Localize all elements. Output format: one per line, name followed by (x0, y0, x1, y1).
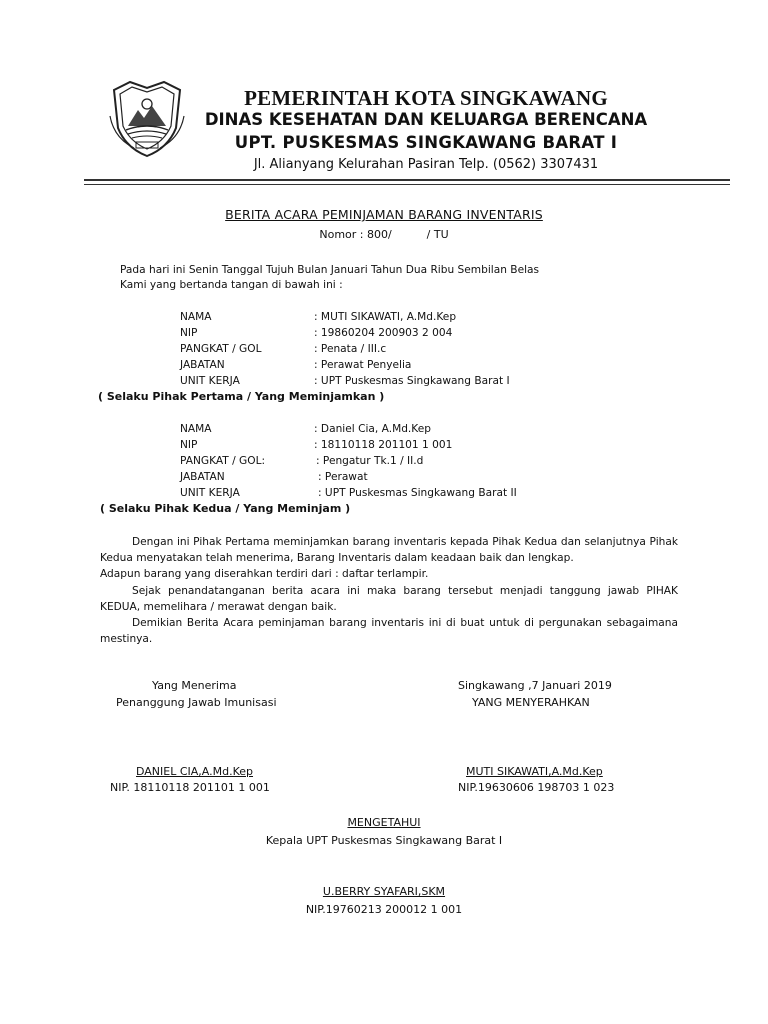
party1-label-nip: NIP (180, 327, 198, 339)
party2-label-unit: UNIT KERJA (180, 487, 240, 499)
letterhead-rule-thick (84, 179, 730, 181)
giver-title: YANG MENYERAHKAN (472, 696, 590, 709)
party1-value-name: : MUTI SIKAWATI, A.Md.Kep (314, 311, 457, 323)
party1-role: ( Selaku Pihak Pertama / Yang Meminjamkan ) (98, 390, 385, 403)
party1-label-unit: UNIT KERJA (180, 375, 240, 387)
party2-label-position: JABATAN (180, 471, 225, 483)
intro-line-1: Pada hari ini Senin Tanggal Tujuh Bulan Januari Tahun Dua Ribu Sembilan Belas (120, 264, 540, 276)
paragraph-responsibility: Sejak penandatanganan berita acara ini maka barang tersebut menjadi tanggung jawab PIHAK KEDUA, memelihara / merawat dengan baik. (100, 584, 678, 613)
acknowledge-label: MENGETAHUI (347, 816, 421, 829)
party2-role: ( Selaku Pihak Kedua / Yang Meminjam ) (100, 502, 351, 515)
party1-label-rank: PANGKAT / GOL (180, 343, 262, 355)
paragraph-handover: Dengan ini Pihak Pertama meminjamkan barang inventaris kepada Pihak Kedua dan selanjutnya Pihak Kedua menyatakan telah menerima, Barang Inventaris dalam keadaan baik dan lengkap. (100, 536, 678, 565)
party1-value-rank: : Penata / III.c (314, 343, 387, 355)
party1-label-position: JABATAN (180, 359, 225, 371)
party2-label-rank: PANGKAT / GOL: (180, 455, 266, 467)
paragraph-items: Adapun barang yang diserahkan terdiri dari : daftar terlampir. (100, 568, 429, 581)
letterhead-agency: DINAS KESEHATAN DAN KELUARGA BERENCANA (204, 110, 648, 129)
acknowledge-nip: NIP.19760213 200012 1 001 (305, 903, 463, 916)
party1-value-unit: : UPT Puskesmas Singkawang Barat I (314, 375, 510, 387)
party2-label-nip: NIP (180, 439, 198, 451)
place-date: Singkawang ,7 Januari 2019 (458, 679, 612, 692)
party2-value-unit: : UPT Puskesmas Singkawang Barat II (318, 487, 517, 499)
party2-value-nip: : 18110118 201101 1 001 (314, 439, 453, 451)
letterhead-address: Jl. Alianyang Kelurahan Pasiran Telp. (0562) 3307431 (253, 157, 599, 172)
letterhead-government: PEMERINTAH KOTA SINGKAWANG (244, 86, 608, 110)
party2-label-name: NAMA (180, 423, 212, 435)
party1-label-name: NAMA (180, 311, 212, 323)
document-number: Nomor : 800/ / TU (319, 228, 449, 241)
receiver-title: Yang Menerima (152, 679, 237, 692)
party2-value-position: : Perawat (318, 471, 368, 483)
receiver-position: Penanggung Jawab Imunisasi (116, 696, 277, 709)
receiver-name: DANIEL CIA,A.Md.Kep (136, 765, 254, 778)
acknowledge-name: U.BERRY SYAFARI,SKM (322, 885, 446, 898)
giver-nip: NIP.19630606 198703 1 023 (458, 781, 615, 794)
letterhead-rule-thin (84, 184, 730, 185)
party2-value-name: : Daniel Cia, A.Md.Kep (314, 423, 431, 435)
acknowledge-title: Kepala UPT Puskesmas Singkawang Barat I (265, 834, 503, 847)
party2-value-rank: : Pengatur Tk.1 / II.d (316, 455, 424, 467)
giver-name: MUTI SIKAWATI,A.Md.Kep (466, 765, 603, 778)
party1-value-nip: : 19860204 200903 2 004 (314, 327, 453, 339)
document-title: BERITA ACARA PEMINJAMAN BARANG INVENTARIS (225, 207, 543, 222)
body-text (100, 534, 678, 647)
intro-line-2: Kami yang bertanda tangan di bawah ini : (120, 279, 343, 291)
receiver-nip: NIP. 18110118 201101 1 001 (110, 781, 270, 794)
party1-value-position: : Perawat Penyelia (314, 359, 412, 371)
city-emblem-icon (108, 76, 186, 160)
letterhead-unit: UPT. PUSKESMAS SINGKAWANG BARAT I (234, 133, 618, 152)
paragraph-closing: Demikian Berita Acara peminjaman barang inventaris ini di buat untuk di pergunakan sebagaimana mestinya. (100, 617, 678, 646)
